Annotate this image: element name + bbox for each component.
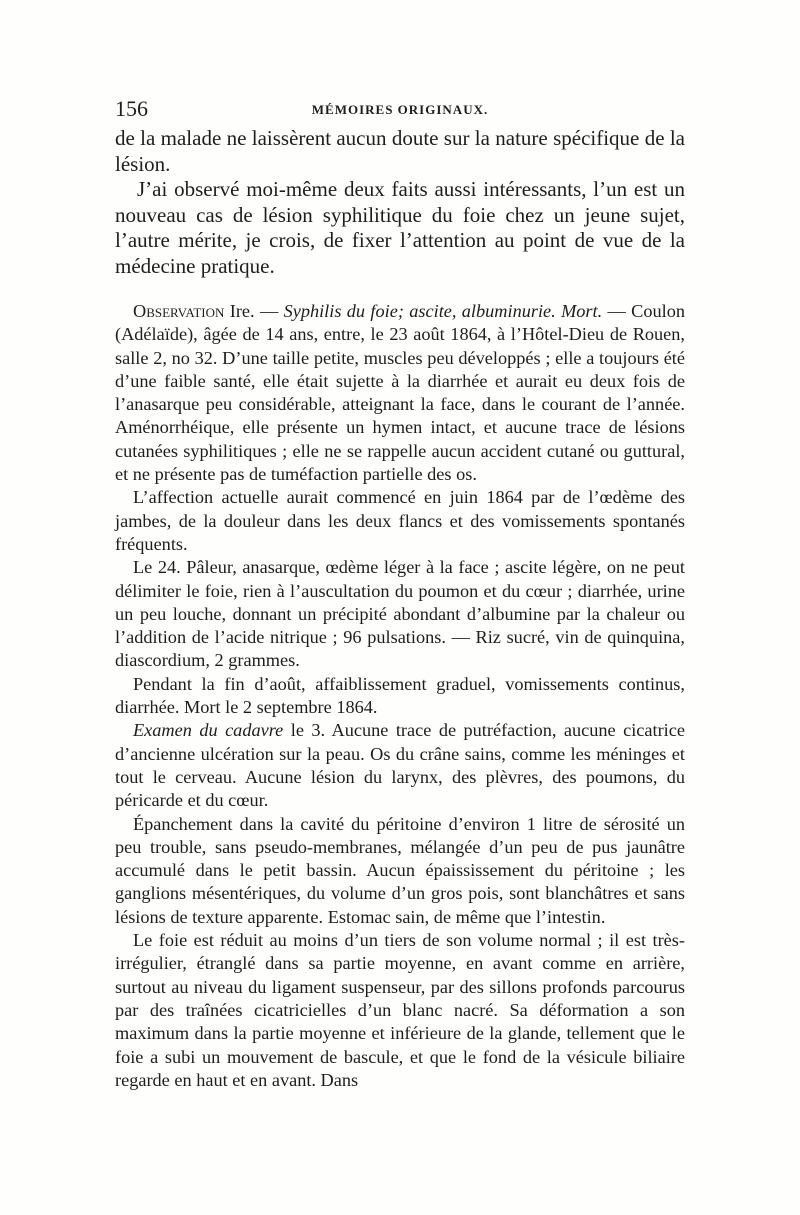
title-separator: — (254, 301, 284, 321)
observation-paragraph-2: L’affection actuelle aurait commencé en juin 1864 par de l’œdème des jambes, de la douleur dans les deux flancs et des vomissements spontanés fréquents. (115, 487, 685, 554)
observation-paragraph-5 (115, 719, 685, 812)
page-number: 156 (115, 96, 148, 121)
observation-label: Observation (133, 301, 225, 321)
observation-paragraph-6: Épanchement dans la cavité du péritoine d’environ 1 litre de sérosité un peu trouble, sans pseudo-membranes, mélangée d’un peu de pus jaunâtre accumulé dans le petit bassin. Aucun épaississement du péritoine ; les ganglions mésentériques, du volume d’un gros pois, sont blanchâtres et sans lésions de texture apparente. Estomac sain, de même que l’intestin. (115, 813, 685, 927)
observation-paragraph-5-text: le 3. Aucune trace de putréfaction, aucune cicatrice d’ancienne ulcération sur la peau. Os du crâne sains, comme les méninges et tout le cerveau. Aucune lésion du larynx, des plèvres, des poumons, du péricarde et du cœur. (115, 720, 685, 811)
intro-paragraph-1: de la malade ne laissèrent aucun doute sur la nature spécifique de la lésion. (115, 126, 685, 176)
intro-paragraph-2: J’ai observé moi-même deux faits aussi intéressants, l’un est un nouveau cas de lésion syphilitique du foie chez un jeune sujet, l’autre mérite, je crois, de fixer l’attention au point de vue de la médecine pratique. (115, 177, 685, 278)
autopsy-label: Examen du cadavre (133, 720, 284, 741)
book-page (115, 96, 685, 1092)
observation-title: Syphilis du foie; ascite, albuminurie. Mort. (283, 301, 603, 321)
running-head: MÉMOIRES ORIGINAUX. (311, 102, 489, 117)
observation-paragraph-3: Le 24. Pâleur, anasarque, œdème léger à la face ; ascite légère, on ne peut délimiter le foie, rien à l’auscultation du poumon et du cœur ; diarrhée, urine un peu louche, donnant un précipité abondant d’albumine par la chaleur ou l’addition de l’acide nitrique ; 96 pulsations. — Riz sucré, vin de quinquina, diascordium, 2 grammes. (115, 557, 685, 671)
observation-paragraph-1-text: — Coulon (Adélaïde), âgée de 14 ans, entre, le 23 août 1864, à l’Hôtel-Dieu de Rouen, salle 2, no 32. D’une taille petite, muscles peu développés ; elle a toujours été d’une faible santé, elle était sujette à la diarrhée et aurait eu deux fois de l’anasarque peu considérable, atteignant la face, dans le courant de l’année. Aménorrhéique, elle présente un hymen intact, et aucune trace de lésions cutanées syphilitiques ; elle ne se rappelle aucun accident cutané ou guttural, et ne présente pas de tuméfaction partielle des os. (115, 301, 685, 485)
observation-number: Ire. (229, 301, 255, 321)
page-header (115, 96, 685, 126)
observation-paragraph-7: Le foie est réduit au moins d’un tiers de son volume normal ; il est très-irrégulier, étranglé dans sa partie moyenne, en avant comme en arrière, surtout au niveau du ligament suspenseur, par des sillons profonds parcourus par des traînées cicatricielles d’un blanc nacré. Sa déformation a son maximum dans la partie moyenne et inférieure de la glande, tellement que le foie a subi un mouvement de bascule, et que le fond de la vésicule biliaire regarde en haut et en avant. Dans (115, 930, 685, 1090)
observation-paragraph-1 (115, 300, 685, 486)
intro-text (115, 126, 685, 279)
observation-section (115, 300, 685, 1092)
observation-paragraph-4: Pendant la fin d’août, affaiblissement graduel, vomissements continus, diarrhée. Mort le 2 septembre 1864. (115, 673, 685, 718)
